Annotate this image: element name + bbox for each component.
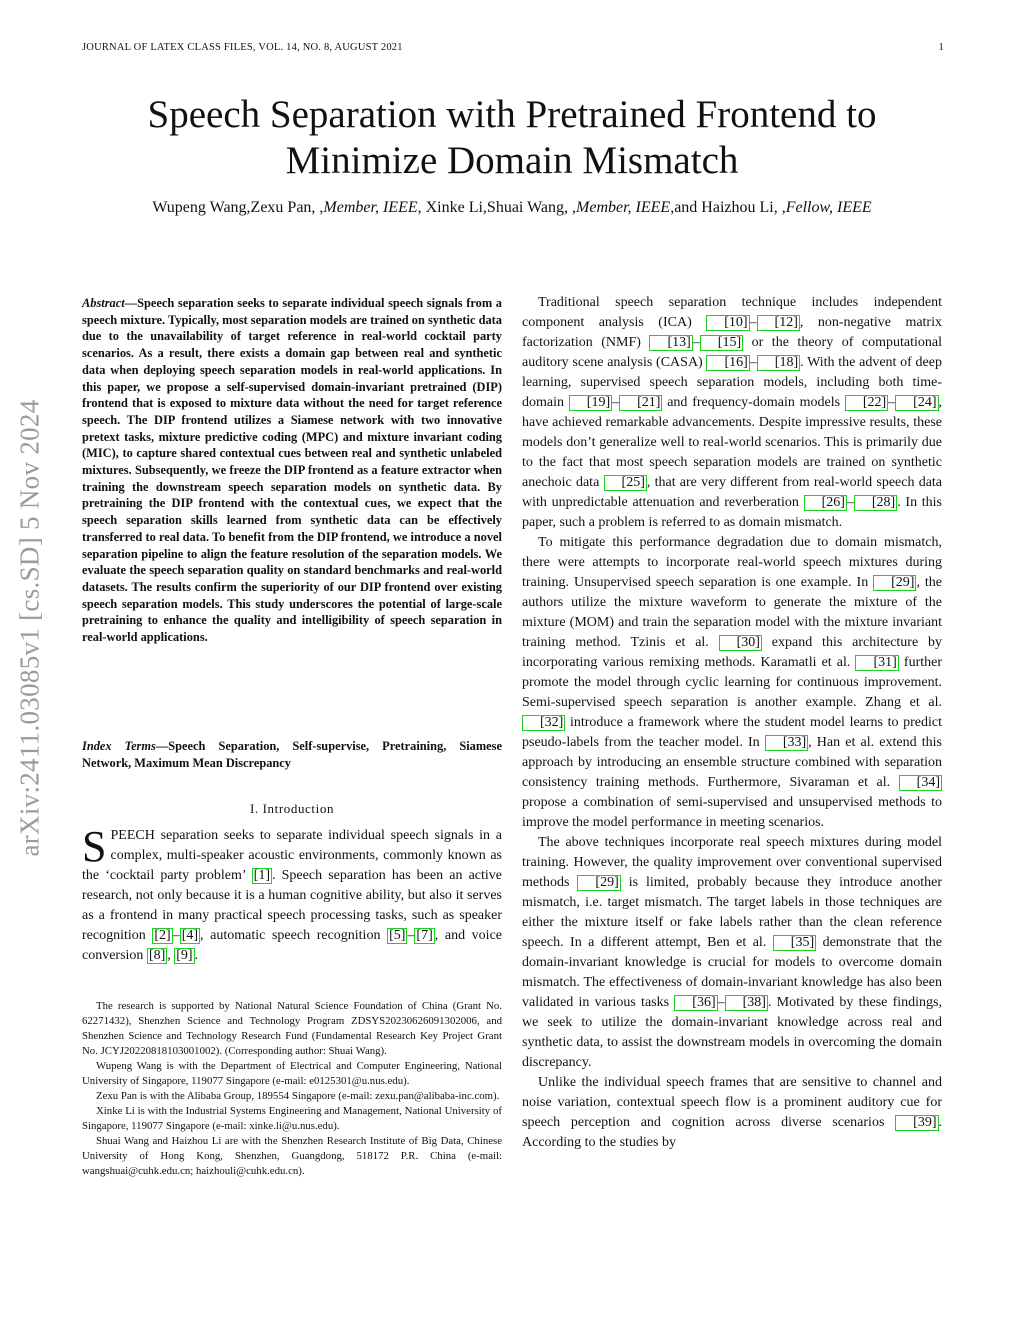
citation-link[interactable]: [35] (773, 935, 816, 951)
body-text: The above techniques incorporate real speech mixtures during model training. However, the quality improvement over conventional supervised methods (522, 835, 942, 890)
paragraph (522, 293, 942, 533)
citation-link[interactable]: [5] (389, 928, 406, 943)
citation-link[interactable]: [12] (757, 315, 800, 331)
citation-link[interactable]: [38] (725, 995, 768, 1011)
citation-link[interactable]: [19] (569, 395, 612, 411)
citation-link[interactable]: [10] (706, 315, 749, 331)
citation-link[interactable]: [32] (522, 715, 565, 731)
intro-text: PEECH separation seeks to separate individual speech signals in a complex, multi-speaker acoustic environments, commonly known as the ‘cocktail party problem’ (82, 828, 502, 883)
journal-name: JOURNAL OF LATEX CLASS FILES, VOL. 14, NO. 8, AUGUST 2021 (82, 42, 403, 53)
citation-link[interactable]: [29] (873, 575, 916, 591)
section-heading: I. Introduction (249, 801, 335, 816)
body-text: . Motivated by these findings, we seek to utilize the domain-invariant knowledge across real and synthetic data, to assist the downstream models in overcoming the domain discrepancy. (522, 995, 942, 1070)
body-text: – (888, 395, 896, 410)
footnote-affiliation: Xinke Li is with the Industrial Systems Engineering and Management, National University of Singapore, 119077 Singapore (e-mail: xinke.li@u.nus.edu). (82, 1105, 502, 1132)
drop-cap: S (82, 822, 107, 871)
intro-text: , automatic speech recognition (200, 928, 388, 943)
citation-link[interactable]: [8] (148, 948, 166, 963)
index-terms (82, 738, 502, 771)
intro-text: , and voice conversion (82, 928, 503, 963)
abstract-label: Abstract (82, 296, 125, 310)
citation-link[interactable]: [24] (895, 395, 938, 411)
citation-link[interactable]: [18] (757, 355, 800, 371)
citation-link[interactable]: [29] (577, 875, 620, 891)
citation-link[interactable]: [9] (176, 948, 193, 963)
footnote-affiliation: Shuai Wang and Haizhou Li are with the Shenzhen Research Institute of Big Data, Chinese University of Hong Kong, Shenzhen, Guangdong, 518172 P.R. China (e-mail: wangshuai@cuhk.edu.cn; haizhouli@cuhk.edu.cn). (82, 1135, 502, 1177)
body-text: , the authors utilize the mixture waveform to generate the mixture of the mixture (MOM) and train the separation model with the mixture invariant training method. Tzinis et al. (522, 575, 942, 650)
author-membership-2: Member, IEEE (576, 199, 671, 216)
footnote-affiliation: Wupeng Wang is with the Department of Electrical and Computer Engineering, National University of Singapore, 119077 Singapore (e-mail: e0125301@u.nus.edu). (82, 1060, 502, 1087)
citation-link[interactable]: [16] (706, 355, 749, 371)
intro-text: . (194, 948, 199, 963)
body-text: further promote the model through cyclic learning for continuous improvement. Semi-supervised speech separation is another example. Zhang et al. (522, 655, 942, 710)
title-line-1: Speech Separation with Pretrained Frontend to (147, 93, 877, 136)
page-number: 1 (938, 42, 944, 53)
authors-text-2: , Xinke Li,Shuai Wang, , (417, 199, 577, 216)
citation-link[interactable]: [13] (649, 335, 692, 351)
citation-link[interactable]: [31] (855, 655, 898, 671)
citation-link[interactable]: [25] (604, 475, 647, 491)
citation-link[interactable]: [15] (700, 335, 743, 351)
authors-text-1: Wupeng Wang,Zexu Pan, , (152, 199, 324, 216)
paper-title (80, 92, 944, 184)
citation-link[interactable]: [34] (899, 775, 942, 791)
body-text: Unlike the individual speech frames that are sensitive to channel and noise variation, contextual speech flow is a prominent auditory cue for speech perception and cognition across diverse scenarios (522, 1075, 942, 1130)
body-text: – (749, 355, 757, 370)
body-text: – (717, 995, 725, 1010)
citation-link[interactable]: [1] (253, 868, 270, 883)
citation-link[interactable]: [2] (154, 928, 171, 943)
citation-link[interactable]: [30] (719, 635, 762, 651)
body-text: To mitigate this performance degradation due to domain mismatch, there were attempts to incorporate real-world speech mixtures during training. Unsupervised speech separation is one example. In (522, 535, 942, 590)
intro-text: , (167, 948, 175, 963)
citation-link[interactable]: [21] (619, 395, 662, 411)
footnote-affiliation: Zexu Pan is with the Alibaba Group, 189554 Singapore (e-mail: zexu.pan@alibaba-inc.com). (96, 1090, 500, 1102)
footnote-funding: The research is supported by National Natural Science Foundation of China (Grant No. 62271432), Shenzhen Science and Technology Program ZDSYS20230626091302006, and Shenzhen Science and Technology Research Fund (Fundamental Research Key Project Grant No. JCYJ20220818103001002). (Corresponding author: Shuai Wang). (82, 1000, 502, 1057)
body-text: propose a combination of semi-supervised and unsupervised methods to improve the model performance in meeting scenarios. (522, 795, 942, 830)
author-list (60, 199, 964, 217)
body-text: . According to the studies by (522, 1115, 942, 1150)
body-text: introduce a framework where the student model learns to predict pseudo-labels from the teacher model. In (522, 715, 942, 750)
citation-link[interactable]: [39] (895, 1115, 938, 1131)
citation-link[interactable]: [7] (416, 928, 433, 943)
intro-text: . Speech separation has been an active research, not only because it is a human cognitive ability, but also it serves as a frontend in many practical speech processing tasks, such as speaker recognition (82, 868, 502, 943)
citation-link[interactable]: [36] (674, 995, 717, 1011)
body-text: – (692, 335, 700, 350)
arxiv-stamp (12, 399, 48, 857)
footnotes (82, 999, 502, 1179)
body-text: Traditional speech separation technique includes independent component analysis (ICA) (522, 295, 942, 330)
right-column (522, 293, 942, 1153)
title-line-2: Minimize Domain Mismatch (285, 139, 739, 182)
citation-link[interactable]: [33] (765, 735, 808, 751)
body-text: , have achieved remarkable advancements. Despite impressive results, these models don’t generalize well to real-world scenarios. This is primarily due to the fact that most speech separation models are trained on synthetic anechoic data (522, 395, 942, 490)
paragraph (522, 533, 942, 833)
body-text: is limited, probably because they introduce another mismatch, i.e. target mismatch. The target labels in those techniques are either the mixture itself or fake labels rather than the clean reference speech. In a different attempt, Ben et al. (522, 875, 942, 950)
index-terms-label: Index Terms (82, 739, 156, 753)
author-membership-1: Member, IEEE (323, 199, 418, 216)
body-text: , that are very different from real-world speech data with unpredictable attenuation and reverberation (522, 475, 943, 510)
abstract-text: —Speech separation seeks to separate individual speech signals from a speech mixture. Typically, most separation models are trained on synthetic data due to the unavailability of target reference in real-world cocktail party scenarios. As a result, there exists a domain gap between real and synthetic data when deploying speech separation models in real-world applications. In this paper, we propose a self-supervised domain-invariant pretrained (DIP) frontend that is exposed to mixture data without the need for target reference speech. The DIP frontend utilizes a Siamese network with two innovative pretext tasks, mixture predictive coding (MPC) and mixture invariant coding (MIC), to capture shared contextual cues between real and synthetic unlabeled mixtures. Subsequently, we freeze the DIP frontend as a feature extractor when training the downstream speech separation models on synthetic data. By pretraining the DIP frontend with the contextual cues, we expect that the speech separation skills learned from synthetic data can be effectively transferred to real data. To benefit from the DIP frontend, we introduce a novel separation pipeline to align the feature resolution of the separation models. We evaluate the speech separation quality on standard benchmarks and real-world datasets. The results confirm the superiority of our DIP frontend over existing speech separation models. This study underscores the potential of large-scale pretraining to enhance the quality and intelligibility of speech separation in real-world applications. (82, 296, 502, 645)
abstract (82, 295, 502, 646)
author-fellowship: Fellow, IEEE (785, 199, 872, 216)
intro-text: – (407, 928, 415, 943)
body-text: , non-negative matrix factorization (NMF) (522, 315, 942, 350)
citation-link[interactable]: [22] (845, 395, 888, 411)
intro-text: – (172, 928, 180, 943)
intro-paragraph (82, 822, 503, 966)
body-text: . With the advent of deep learning, supervised speech separation models, including both time-domain (522, 355, 942, 410)
arxiv-stamp-text: arXiv:2411.03085v1 [cs.SD] 5 Nov 2024 (14, 399, 45, 857)
body-text: , Han et al. extend this approach by introducing an ensemble structure combined with separation consistency training methods. Furthermore, Sivaraman et al. (522, 735, 943, 790)
body-text: or the theory of computational auditory scene analysis (CASA) (522, 335, 942, 370)
citation-link[interactable]: [26] (804, 495, 847, 511)
body-text: expand this architecture by incorporating various remixing methods. Karamatli et al. (522, 635, 942, 670)
body-text: – (846, 495, 854, 510)
paragraph (522, 833, 942, 1073)
body-text: – (612, 395, 620, 410)
citation-link[interactable]: [28] (854, 495, 897, 511)
index-terms-text: —Speech Separation, Self-supervise, Pretraining, Siamese Network, Maximum Mean Discrepancy (82, 739, 503, 770)
citation-link[interactable]: [4] (181, 928, 199, 943)
body-text: – (749, 315, 757, 330)
paragraph (522, 1073, 942, 1153)
body-text: . In this paper, such a problem is referred to as domain mismatch. (522, 495, 942, 530)
body-text: and frequency-domain models (662, 395, 845, 410)
running-header (82, 42, 944, 56)
authors-text-3: ,and Haizhou Li, , (670, 199, 786, 216)
body-text: demonstrate that the domain-invariant knowledge is crucial for models to overcome domain mismatch. The effectiveness of domain-invariant knowledge has also been validated in various tasks (522, 935, 942, 1010)
